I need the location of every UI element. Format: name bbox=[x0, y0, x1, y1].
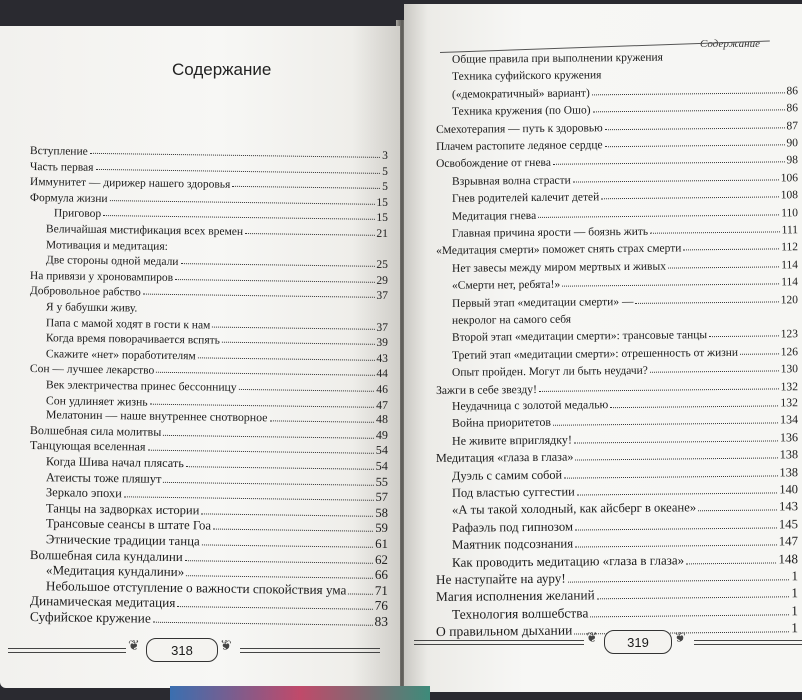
toc-entry-page: 55 bbox=[375, 474, 389, 489]
toc-entry-title: Скажите «нет» поработителям bbox=[45, 348, 196, 363]
toc-entry-title: Общие правила при выполнении кружения bbox=[451, 51, 664, 66]
toc-entry-title: Главная причина ярости — боязнь жить bbox=[451, 225, 649, 240]
toc-entry-title: Техника суфийского кружения bbox=[451, 69, 602, 84]
toc-entry-title: Небольшое отступление о важности спокойствия ума bbox=[45, 578, 347, 598]
toc-entry-title: «Медитация смерти» поможет снять страх смерти bbox=[435, 242, 682, 258]
toc-dot-leader bbox=[597, 597, 790, 600]
toc-dot-leader bbox=[683, 249, 779, 251]
toc-entry-page: 132 bbox=[780, 379, 799, 393]
toc-entry-page: 21 bbox=[376, 227, 389, 240]
toc-entry-title: Плачем растопите ледяное сердце bbox=[435, 139, 603, 153]
toc-entry-title: некролог на самого себя bbox=[451, 313, 572, 327]
right-page bbox=[404, 4, 802, 692]
toc-entry-page: 5 bbox=[382, 181, 389, 194]
footer-ornament-line bbox=[240, 648, 380, 653]
toc-entry-title: Добровольное рабство bbox=[29, 285, 141, 299]
toc-dot-leader bbox=[709, 336, 779, 338]
toc-entry-title: Волшебная сила кундалини bbox=[29, 546, 183, 564]
toc-entry-title: Атеисты тоже пляшут bbox=[45, 469, 162, 486]
toc-entry-page: 62 bbox=[374, 551, 389, 567]
toc-entry-title: Суфийское кружение bbox=[29, 609, 151, 626]
toc-dot-leader bbox=[668, 266, 779, 268]
toc-entry-title: На привязи у хроновампиров bbox=[29, 269, 174, 284]
toc-entry-title: Когда Шива начал плясать bbox=[45, 454, 184, 471]
toc-entry-page: 37 bbox=[376, 321, 389, 334]
toc-dot-leader bbox=[573, 179, 779, 182]
toc-entry-page: 130 bbox=[780, 363, 799, 376]
toc-entry-page: 1 bbox=[791, 603, 799, 619]
toc-dot-leader bbox=[650, 231, 780, 233]
toc-entry-page: 49 bbox=[375, 427, 389, 442]
toc-entry-page: 43 bbox=[376, 352, 389, 365]
toc-entry-title: «Смерти нет, ребята!» bbox=[451, 278, 561, 293]
toc-entry-page: 44 bbox=[376, 368, 389, 381]
toc-entry-page: 29 bbox=[376, 274, 389, 287]
page-title: Содержание bbox=[172, 60, 272, 79]
toc-entry-page: 148 bbox=[778, 550, 799, 567]
toc-entry-title: Магия исполнения желаний bbox=[435, 587, 595, 605]
toc-dot-leader bbox=[538, 214, 779, 218]
toc-entry-title: Мелатонин — наше внутреннее снотворное bbox=[45, 407, 268, 425]
toc-dot-leader bbox=[740, 353, 779, 354]
toc-dot-leader bbox=[574, 440, 778, 443]
toc-entry-page: 120 bbox=[780, 293, 799, 306]
toc-entry-title: Формула жизни bbox=[29, 191, 108, 205]
toc-entry-title: Сон — лучшее лекарство bbox=[29, 363, 155, 378]
toc-entry-page: 59 bbox=[375, 521, 389, 536]
toc-dot-leader bbox=[575, 545, 776, 548]
toc-entry-title: «Медитация кундалини» bbox=[45, 562, 185, 580]
toc-entry-title: Две стороны одной медали bbox=[45, 254, 179, 269]
toc-entry-title: Волшебная сила молитвы bbox=[29, 422, 162, 439]
toc-entry-page: 114 bbox=[781, 259, 799, 272]
toc-entry-title: Война приоритетов bbox=[451, 415, 552, 431]
footer-ornament-curl-icon: ❦ bbox=[128, 639, 140, 654]
toc-entry-title: Первый этап «медитации смерти» — bbox=[451, 295, 634, 310]
toc-entry-page: 71 bbox=[374, 582, 389, 598]
toc-entry-title: Этнические традиции танца bbox=[45, 532, 200, 549]
toc-entry-title: Опыт пройден. Могут ли быть неудачи? bbox=[451, 364, 648, 380]
toc-entry-page: 132 bbox=[780, 396, 799, 410]
toc-entry-page: 123 bbox=[780, 328, 799, 341]
toc-dot-leader bbox=[601, 197, 779, 200]
toc-entry-title: Трансовые сеансы в штате Гоа bbox=[45, 516, 212, 533]
toc-entry-page: 136 bbox=[779, 430, 799, 445]
toc-entry-page: 147 bbox=[778, 534, 799, 549]
toc-dot-leader bbox=[562, 284, 779, 287]
toc-entry-title: Танцы на задворках истории bbox=[45, 501, 200, 518]
toc-entry-title: О правильном дыхании bbox=[435, 622, 573, 640]
toc-dot-leader bbox=[650, 371, 779, 373]
toc-dot-leader bbox=[603, 76, 796, 78]
toc-dot-leader bbox=[592, 92, 785, 95]
footer-ornament-curl-icon: ❦ bbox=[674, 631, 686, 646]
toc-dot-leader bbox=[539, 388, 779, 392]
toc-entry-page: 138 bbox=[779, 464, 799, 479]
toc-dot-leader bbox=[577, 492, 778, 495]
toc-entry-page: 98 bbox=[786, 154, 799, 167]
toc-entry-title: Не живите вприглядку! bbox=[451, 432, 572, 448]
toc-entry-page: 61 bbox=[375, 536, 389, 551]
toc-entry-title: Величайшая мистификация всех времен bbox=[45, 223, 244, 238]
toc-dot-leader bbox=[590, 614, 789, 617]
toc-dot-leader bbox=[568, 579, 790, 582]
toc-entry-title: Зеркало эпохи bbox=[45, 485, 122, 501]
toc-entry-title: Динамическая медитация bbox=[29, 593, 176, 611]
toc-entry-page: 140 bbox=[779, 482, 799, 497]
toc-entry-title: Сон удлиняет жизнь bbox=[45, 393, 148, 409]
toc-entry-title: Гнев родителей калечит детей bbox=[451, 191, 600, 206]
toc-entry-title: Под властью суггестии bbox=[451, 484, 575, 500]
toc-entry-title: Техника кружения (по Ошо) bbox=[451, 104, 591, 119]
toc-entry-title: Зажги в себе звезду! bbox=[435, 382, 537, 397]
toc-entry-title: Танцующая вселенная bbox=[29, 438, 146, 455]
footer-ornament-line bbox=[694, 640, 802, 645]
toc-entry-page: 145 bbox=[778, 517, 799, 532]
toc-entry-title: Маятник подсознания bbox=[451, 536, 574, 553]
footer-ornament-curl-icon: ❦ bbox=[586, 631, 598, 646]
toc-entry-page: 110 bbox=[781, 206, 799, 219]
page-number: 319 bbox=[627, 634, 649, 650]
toc-entry-page: 90 bbox=[786, 137, 799, 150]
toc-entry-title: Вступление bbox=[29, 145, 88, 158]
toc-entry-page: 76 bbox=[374, 598, 389, 614]
toc-entry-page: 58 bbox=[375, 505, 389, 520]
toc-entry-title: Второй этап «медитации смерти»: трансовые танцы bbox=[451, 329, 708, 345]
toc-entry-page: 15 bbox=[376, 212, 389, 225]
toc-entry-page: 46 bbox=[376, 382, 389, 396]
toc-entry-title: Медитация «глаза в глаза» bbox=[435, 449, 574, 466]
toc-entry-page: 114 bbox=[781, 276, 799, 289]
toc-entry-title: («демократичный» вариант) bbox=[451, 87, 590, 101]
toc-entry-title: Не наступайте на ауру! bbox=[435, 570, 566, 587]
footer-ornament-curl-icon: ❦ bbox=[220, 639, 232, 654]
toc-entry-title: Век электричества принес бессонницу bbox=[45, 378, 237, 394]
toc-dot-leader bbox=[575, 527, 777, 530]
toc-entry-page: 1 bbox=[791, 585, 799, 601]
book-cover-edge bbox=[170, 686, 430, 700]
toc-entry-title: Как проводить медитацию «глаза в глаза» bbox=[451, 551, 685, 570]
page-number: 318 bbox=[171, 642, 193, 658]
toc-entry-page: 5 bbox=[382, 165, 389, 178]
toc-entry-title: Дуэль с самим собой bbox=[451, 467, 563, 483]
toc-dot-leader bbox=[610, 405, 778, 408]
toc-dot-leader bbox=[348, 593, 372, 594]
toc-entry-title: Смехотерапия — путь к здоровью bbox=[435, 121, 603, 136]
toc-dot-leader bbox=[605, 144, 785, 147]
toc-entry-title: Технология волшебства bbox=[451, 605, 589, 622]
toc-entry-page: 106 bbox=[780, 172, 799, 185]
toc-entry-page: 48 bbox=[375, 412, 389, 427]
toc-entry-title: Рафаэль под гипнозом bbox=[451, 519, 574, 535]
toc-entry-title: Приговор bbox=[53, 207, 102, 221]
toc-entry-page: 54 bbox=[375, 458, 389, 473]
toc-entry-title: «А ты такой холодный, как айсберг в океане» bbox=[451, 500, 697, 518]
toc-entry-page: 86 bbox=[786, 85, 799, 98]
toc-entry-title: Когда время поворачивается вспять bbox=[45, 332, 221, 347]
toc-dot-leader bbox=[564, 475, 777, 478]
toc-entry-page: 138 bbox=[779, 447, 799, 462]
toc-entry-page: 57 bbox=[375, 490, 389, 505]
toc-entry-page: 87 bbox=[786, 119, 799, 132]
toc-dot-leader bbox=[665, 58, 796, 59]
running-head: Содержание bbox=[700, 38, 761, 50]
toc-entry-page: 143 bbox=[778, 499, 799, 514]
toc-entry-page: 54 bbox=[375, 443, 389, 458]
toc-entry-title: Я у бабушки живу. bbox=[45, 301, 138, 315]
toc-entry-page: 25 bbox=[376, 259, 389, 272]
footer-ornament-line bbox=[8, 648, 126, 653]
toc-dot-leader bbox=[573, 319, 796, 321]
toc-dot-leader bbox=[153, 622, 373, 626]
toc-entry-title: Освобождение от гнева bbox=[435, 157, 551, 171]
footer-ornament-line bbox=[414, 640, 584, 645]
toc-entry-page: 66 bbox=[374, 567, 389, 583]
toc-dot-leader bbox=[553, 423, 778, 426]
toc-dot-leader bbox=[698, 510, 777, 512]
toc-entry-title: Папа с мамой ходят в гости к нам bbox=[45, 316, 211, 332]
toc-entry-page: 39 bbox=[376, 337, 389, 350]
toc-entry-title: Иммунитет — дирижер нашего здоровья bbox=[29, 176, 231, 191]
toc-dot-leader bbox=[553, 162, 785, 165]
toc-entry-page: 112 bbox=[781, 241, 799, 254]
toc-dot-leader bbox=[635, 301, 778, 304]
toc-entry-page: 83 bbox=[374, 613, 389, 629]
toc-dot-leader bbox=[575, 458, 777, 461]
toc-entry-page: 108 bbox=[780, 189, 799, 202]
toc-entry-title: Часть первая bbox=[29, 160, 94, 174]
toc-dot-leader bbox=[686, 562, 776, 564]
left-page bbox=[0, 26, 400, 688]
toc-entry-title: Нет завесы между миром мертвых и живых bbox=[451, 260, 667, 275]
toc-dot-leader bbox=[593, 110, 785, 113]
toc-entry-page: 126 bbox=[780, 346, 799, 359]
page-number-box bbox=[604, 630, 672, 654]
toc-entry-page: 47 bbox=[376, 398, 389, 412]
toc-entry-page: 3 bbox=[382, 149, 389, 162]
toc-entry-title: Взрывная волна страсти bbox=[451, 174, 571, 188]
toc-entry-page: 111 bbox=[781, 224, 799, 237]
toc-entry-page: 86 bbox=[786, 102, 799, 115]
toc-entry bbox=[30, 607, 388, 630]
toc-dot-leader bbox=[605, 127, 785, 130]
toc-entry-page: 37 bbox=[376, 290, 389, 303]
toc-entry-title: Мотивация и медитация: bbox=[45, 238, 168, 253]
toc-entry-page: 1 bbox=[791, 620, 799, 636]
toc-entry-title: Неудачница с золотой медалью bbox=[451, 398, 609, 413]
toc-entry-page: 1 bbox=[791, 568, 799, 584]
toc-entry-page: 15 bbox=[376, 196, 389, 209]
toc-entry-title: Третий этап «медитации смерти»: отрешенность от жизни bbox=[451, 346, 739, 362]
toc-entry-page: 134 bbox=[780, 412, 799, 427]
toc-entry-title: Медитация гнева bbox=[451, 209, 537, 223]
page-number-box bbox=[146, 638, 218, 662]
